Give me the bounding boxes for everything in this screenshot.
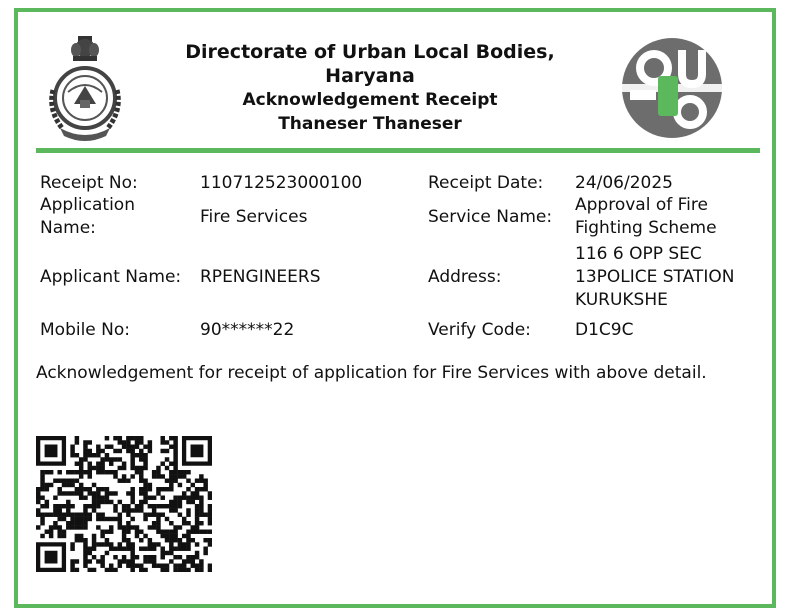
row-mobile (40, 319, 760, 353)
title-line1: Directorate of Urban Local Bodies, (185, 41, 555, 63)
header-divider (36, 148, 760, 153)
address-value: 116 6 OPP SEC 13POLICE STATION KURUKSHE (575, 244, 735, 310)
application-name-value: Fire Services (200, 207, 308, 227)
acknowledgement-text: Acknowledgement for receipt of application for Fire Services with above detail. (36, 363, 707, 383)
haryana-emblem-icon (40, 30, 130, 145)
receipt-no-label: Receipt No: (40, 173, 138, 193)
service-name-value: Approval of Fire Fighting Scheme (575, 195, 717, 238)
receipt-date-label: Receipt Date: (428, 173, 544, 193)
verify-code-value: D1C9C (575, 320, 634, 340)
receipt-header (40, 30, 760, 145)
receipt-date-value: 24/06/2025 (575, 173, 673, 193)
service-name-label: Service Name: (428, 207, 553, 227)
receipt-subtitle: Acknowledgement Receipt (242, 90, 498, 110)
verify-code-label: Verify Code: (428, 320, 531, 340)
qr-code[interactable] (36, 436, 212, 572)
receipt-details (40, 172, 760, 356)
title-line2: Haryana (325, 65, 415, 87)
row-application (40, 194, 760, 240)
title-block (160, 40, 580, 136)
applicant-name-value: RPENGINEERS (200, 267, 321, 287)
mobile-label: Mobile No: (40, 320, 131, 340)
applicant-name-label: Applicant Name: (40, 267, 182, 287)
row-applicant (40, 240, 760, 310)
application-name-label: Application Name: (40, 195, 135, 238)
ulb-logo-icon (612, 36, 732, 140)
address-label: Address: (428, 267, 502, 287)
receipt-no-value: 110712523000100 (200, 173, 363, 193)
mobile-value: 90******22 (200, 320, 295, 340)
location-title: Thaneser Thaneser (278, 114, 462, 134)
